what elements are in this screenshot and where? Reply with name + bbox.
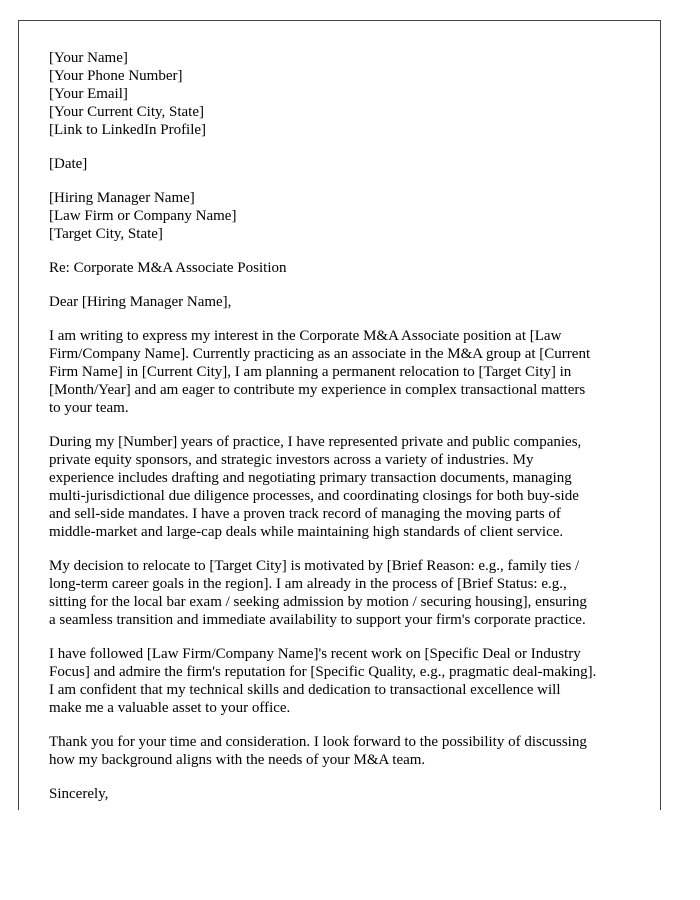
- paragraph-line: Thank you for your time and consideration. I look forward to the possibility of discussing: [49, 734, 587, 750]
- paragraph-line: make me a valuable asset to your office.: [49, 700, 291, 716]
- subject-block: [49, 259, 639, 277]
- paragraph-line: My decision to relocate to [Target City] is motivated by [Brief Reason: e.g., family ties /: [49, 558, 580, 574]
- paragraph-line: I am writing to express my interest in the Corporate M&A Associate position at [Law: [49, 328, 562, 344]
- recipient-location: [Target City, State]: [49, 226, 163, 242]
- body-paragraph-1: [49, 327, 639, 417]
- sender-linkedin: [Link to LinkedIn Profile]: [49, 122, 207, 138]
- subject-line: Re: Corporate M&A Associate Position: [49, 260, 287, 276]
- paragraph-line: and sell-side mandates. I have a proven track record of managing the moving parts of: [49, 506, 561, 522]
- recipient-name: [Hiring Manager Name]: [49, 190, 195, 206]
- paragraph-line: sitting for the local bar exam / seeking admission by motion / securing housing], ensuring: [49, 594, 587, 610]
- letter-page: [18, 20, 661, 810]
- sender-name: [Your Name]: [49, 50, 128, 66]
- paragraph-line: [Month/Year] and am eager to contribute my experience in complex transactional matters: [49, 382, 586, 398]
- body-paragraph-3: [49, 557, 639, 629]
- paragraph-line: I am confident that my technical skills and dedication to transactional excellence will: [49, 682, 561, 698]
- body-paragraph-5: [49, 733, 639, 769]
- date-block: [49, 155, 639, 173]
- paragraph-line: Firm/Company Name]. Currently practicing as an associate in the M&A group at [Current: [49, 346, 591, 362]
- letter-date: [Date]: [49, 156, 88, 172]
- paragraph-line: I have followed [Law Firm/Company Name]'s recent work on [Specific Deal or Industry: [49, 646, 581, 662]
- sender-location: [Your Current City, State]: [49, 104, 204, 120]
- body-paragraph-4: [49, 645, 639, 717]
- body-paragraph-2: [49, 433, 639, 541]
- paragraph-line: experience includes drafting and negotiating primary transaction documents, managing: [49, 470, 572, 486]
- closing-block: [49, 785, 639, 803]
- closing: Sincerely,: [49, 786, 109, 802]
- paragraph-line: Firm Name] in [Current City], I am planning a permanent relocation to [Target City] in: [49, 364, 572, 380]
- salutation: Dear [Hiring Manager Name],: [49, 294, 232, 310]
- paragraph-line: multi-jurisdictional due diligence processes, and coordinating closings for both buy-side: [49, 488, 579, 504]
- paragraph-line: how my background aligns with the needs of your M&A team.: [49, 752, 426, 768]
- sender-phone: [Your Phone Number]: [49, 68, 183, 84]
- paragraph-line: Focus] and admire the firm's reputation for [Specific Quality, e.g., pragmatic deal-making].: [49, 664, 597, 680]
- sender-email: [Your Email]: [49, 86, 128, 102]
- recipient-firm: [Law Firm or Company Name]: [49, 208, 237, 224]
- paragraph-line: long-term career goals in the region]. I am already in the process of [Brief Status: e.g.,: [49, 576, 567, 592]
- salutation-block: [49, 293, 639, 311]
- paragraph-line: to your team.: [49, 400, 129, 416]
- paragraph-line: a seamless transition and immediate availability to support your firm's corporate practice.: [49, 612, 586, 628]
- paragraph-line: During my [Number] years of practice, I have represented private and public companies,: [49, 434, 582, 450]
- sender-block: [49, 49, 639, 139]
- letter-content: [49, 49, 639, 803]
- recipient-block: [49, 189, 639, 243]
- paragraph-line: middle-market and large-cap deals while maintaining high standards of client service.: [49, 524, 564, 540]
- paragraph-line: private equity sponsors, and strategic investors across a variety of industries. My: [49, 452, 534, 468]
